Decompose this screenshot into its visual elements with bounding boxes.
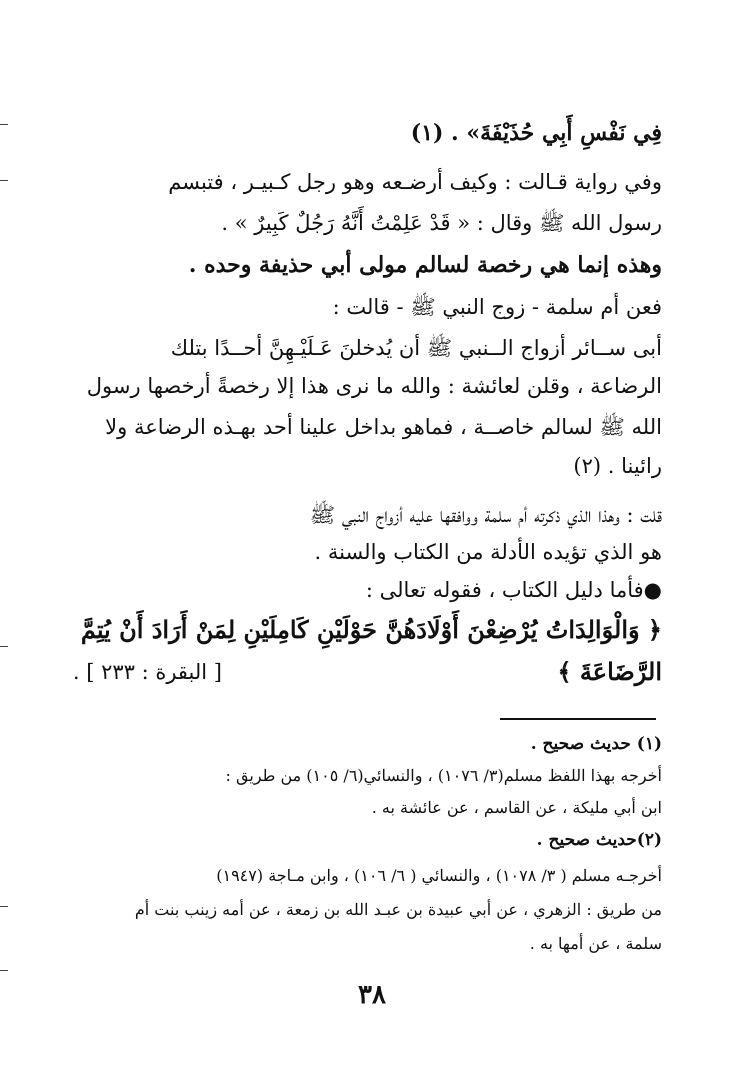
text-line: الرضاعة ، وقلن لعائشة : والله ما نرى هذا إلا رخصةً أرخصها رسول [86, 374, 662, 398]
footnote-separator [500, 718, 656, 720]
text-line: فِي نَفْسِ أَبِي حُذَيْفَةَ» . (١) [410, 120, 662, 146]
footnote-line: أخرجـه مسلم ( ٣/ ١٠٧٨) ، والنسائي ( ٦/ ١٠٦) ، وابن مـاجة (١٩٤٧) [216, 866, 662, 885]
footnote-line: ابن أبي مليكة ، عن القاسم ، عن عائشة به . [371, 798, 662, 817]
quran-verse: ﴿ وَالْوَالِدَاتُ يُرْضِعْنَ أَوْلَادَهُنَّ حَوْلَيْنِ كَامِلَيْنِ لِمَنْ أَرَادَ أَنْ يُتِمَّ [80, 615, 662, 644]
verse-reference: [ البقرة : ٢٣٣ ] . [72, 660, 222, 684]
footnote-line: سلمة ، عن أمها به . [529, 934, 662, 953]
scan-edge-mark [0, 646, 8, 647]
text-line: أبى ســائر أزواج الــنبي ﷺ أن يُدخلنَ عَـلَيْـهِنَّ أحــدًا بتلك [170, 336, 662, 360]
text-line: ●فأما دليل الكتاب ، فقوله تعالى : [365, 578, 662, 602]
footnote-heading: (١) حديث صحيح . [530, 734, 662, 754]
text-line: رسول الله ﷺ وقال : « قَدْ عَلِمْتُ أَنَّهُ رَجُلٌ كَبِيرٌ » . [221, 211, 662, 235]
text-line: الله ﷺ لسالم خاصــة ، فماهو بداخل علينا أحد بهـذه الرضاعة ولا [105, 415, 662, 439]
text-line: قلت : وهذا الذي ذكرته أم سلمة ووافقها عليه أزواج النبي ﷺ [309, 503, 662, 527]
text-line: وهذه إنما هي رخصة لسالم مولى أبي حذيفة وحده . [188, 252, 662, 278]
scan-edge-mark [0, 124, 8, 125]
text-line: هو الذي تؤيده الأدلة من الكتاب والسنة . [314, 540, 662, 564]
footnote-line: أخرجه بهذا اللفظ مسلم(٣/ ١٠٧٦) ، والنسائي(٦/ ١٠٥) من طريق : [225, 766, 662, 785]
text-line: وفي رواية قـالت : وكيف أرضـعه وهو رجل كـبيـر ، فتبسم [168, 170, 662, 194]
book-page [72, 110, 662, 1010]
text-line: رائينا . (٢) [573, 454, 662, 478]
text-line: فعن أم سلمة - زوج النبي ﷺ - قالت : [332, 295, 662, 319]
page-number: ٣٨ [358, 980, 386, 1010]
scan-edge-mark [0, 906, 8, 907]
quran-verse: الرَّضَاعَةَ ﴾ [557, 657, 662, 686]
scan-edge-mark [0, 180, 8, 181]
scan-edge-mark [0, 970, 8, 971]
footnote-heading: (٢)حديث صحيح . [536, 830, 662, 850]
footnote-line: من طريق : الزهري ، عن أبي عبيدة بن عبـد الله بن زمعة ، عن أمه زينب بنت أم [134, 900, 662, 919]
